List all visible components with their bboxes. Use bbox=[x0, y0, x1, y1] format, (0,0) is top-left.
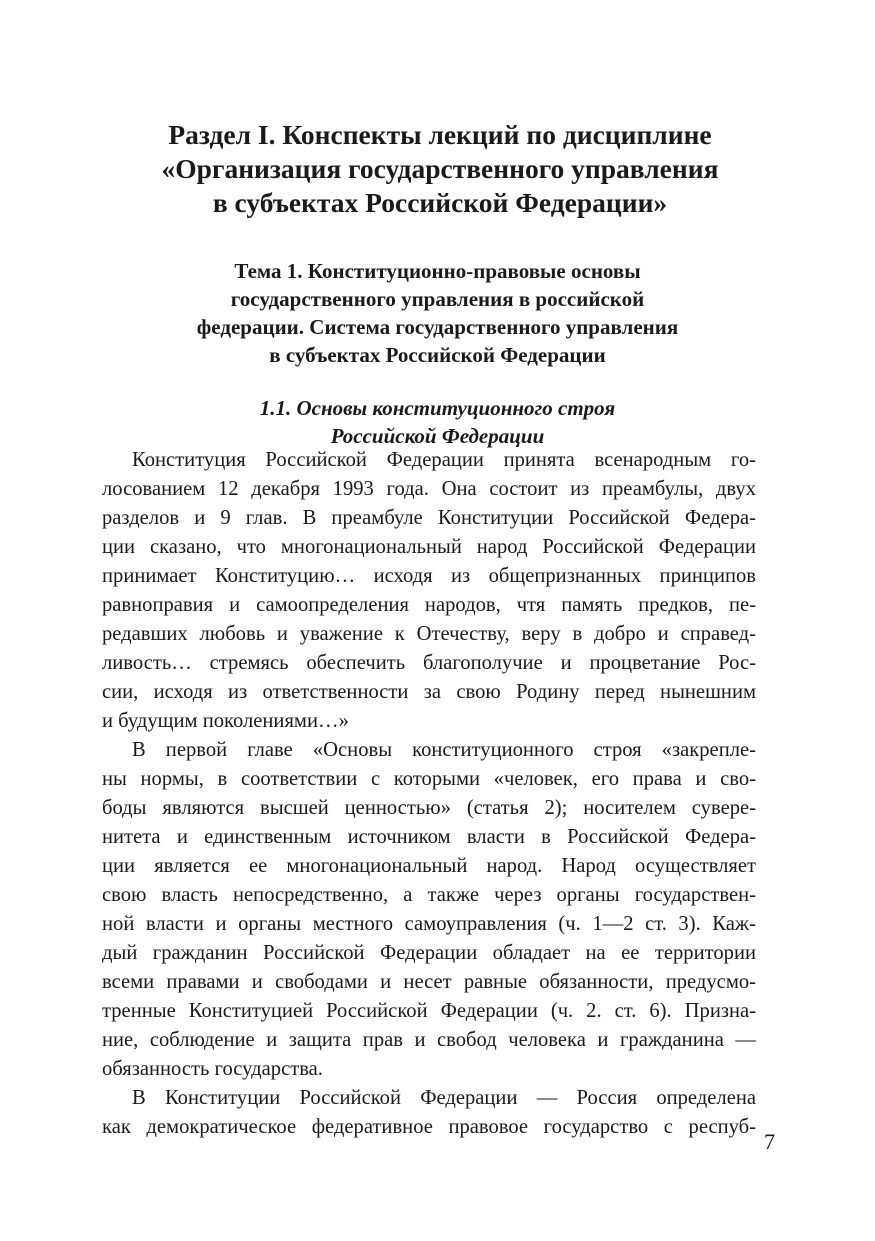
paragraph-3 bbox=[102, 1084, 756, 1142]
text-line: ной власти и органы местного самоуправления (ч. 1—2 ст. 3). Каж- bbox=[102, 913, 756, 935]
text-line: ции сказано, что многонациональный народ Российской Федерации bbox=[102, 536, 756, 558]
section-title-line: «Организация государственного управления bbox=[161, 153, 719, 184]
page-number: 7 bbox=[764, 1129, 775, 1154]
text-line: дый гражданин Российской Федерации обладает на ее территории bbox=[102, 942, 756, 964]
text-line: нитета и единственным источником власти в Российской Федера- bbox=[102, 826, 756, 848]
text-line: Конституция Российской Федерации принята всенародным го- bbox=[132, 449, 756, 471]
text-line: всеми правами и свободами и несет равные обязанности, предусмо- bbox=[102, 971, 756, 993]
text-line: и будущим поколениями…» bbox=[102, 710, 349, 732]
subsection-title-line: Российской Федерации bbox=[330, 424, 545, 448]
topic-title-line: государственного управления в российской bbox=[230, 287, 645, 311]
section-title-line: в субъектах Российской Федерации» bbox=[212, 187, 668, 218]
paragraph-2 bbox=[102, 736, 756, 1084]
text-line: лосованием 12 декабря 1993 года. Она состоит из преамбулы, двух bbox=[102, 478, 756, 500]
text-line: боды являются высшей ценностью» (статья 2); носителем сувере- bbox=[102, 797, 756, 819]
text-line: тренные Конституцией Российской Федерации (ч. 2. ст. 6). Призна- bbox=[102, 1000, 756, 1022]
text-line: ливость… стремясь обеспечить благополучие и процветание Рос- bbox=[102, 652, 756, 674]
section-title-line: Раздел I. Конспекты лекций по дисциплине bbox=[168, 119, 712, 150]
text-line: разделов и 9 глав. В преамбуле Конституции Российской Федера- bbox=[102, 507, 756, 529]
text-line: принимает Конституцию… исходя из общепризнанных принципов bbox=[102, 565, 756, 587]
text-line: свою власть непосредственно, а также через органы государствен- bbox=[102, 884, 756, 906]
topic-title-line: в субъектах Российской Федерации bbox=[269, 343, 606, 367]
text-line: ции является ее многонациональный народ. Народ осуществляет bbox=[102, 855, 756, 877]
topic-title-line: федерации. Система государственного управления bbox=[196, 315, 679, 339]
text-line: обязанность государства. bbox=[102, 1058, 323, 1080]
body-text bbox=[102, 446, 756, 1142]
text-line: ны нормы, в соответствии с которыми «человек, его права и сво- bbox=[102, 768, 756, 790]
topic-title-line: Тема 1. Конституционно-правовые основы bbox=[234, 259, 641, 283]
text-line: как демократическое федеративное правовое государство с респуб- bbox=[102, 1116, 756, 1138]
text-line: сии, исходя из ответственности за свою Родину перед нынешним bbox=[102, 681, 756, 703]
text-line: равноправия и самоопределения народов, чтя память предков, пе- bbox=[102, 594, 756, 616]
text-line: редавших любовь и уважение к Отечеству, веру в добро и справед- bbox=[102, 623, 756, 645]
text-line: В первой главе «Основы конституционного строя «закрепле- bbox=[132, 739, 756, 761]
text-line: В Конституции Российской Федерации — Россия определена bbox=[132, 1087, 756, 1109]
topic-title bbox=[140, 257, 735, 369]
paragraph-1 bbox=[102, 446, 756, 736]
subsection-title bbox=[140, 394, 735, 450]
subsection-title-line: 1.1. Основы конституционного строя bbox=[259, 396, 616, 420]
text-line: ние, соблюдение и защита прав и свобод человека и гражданина — bbox=[102, 1029, 756, 1051]
section-title bbox=[100, 118, 780, 220]
